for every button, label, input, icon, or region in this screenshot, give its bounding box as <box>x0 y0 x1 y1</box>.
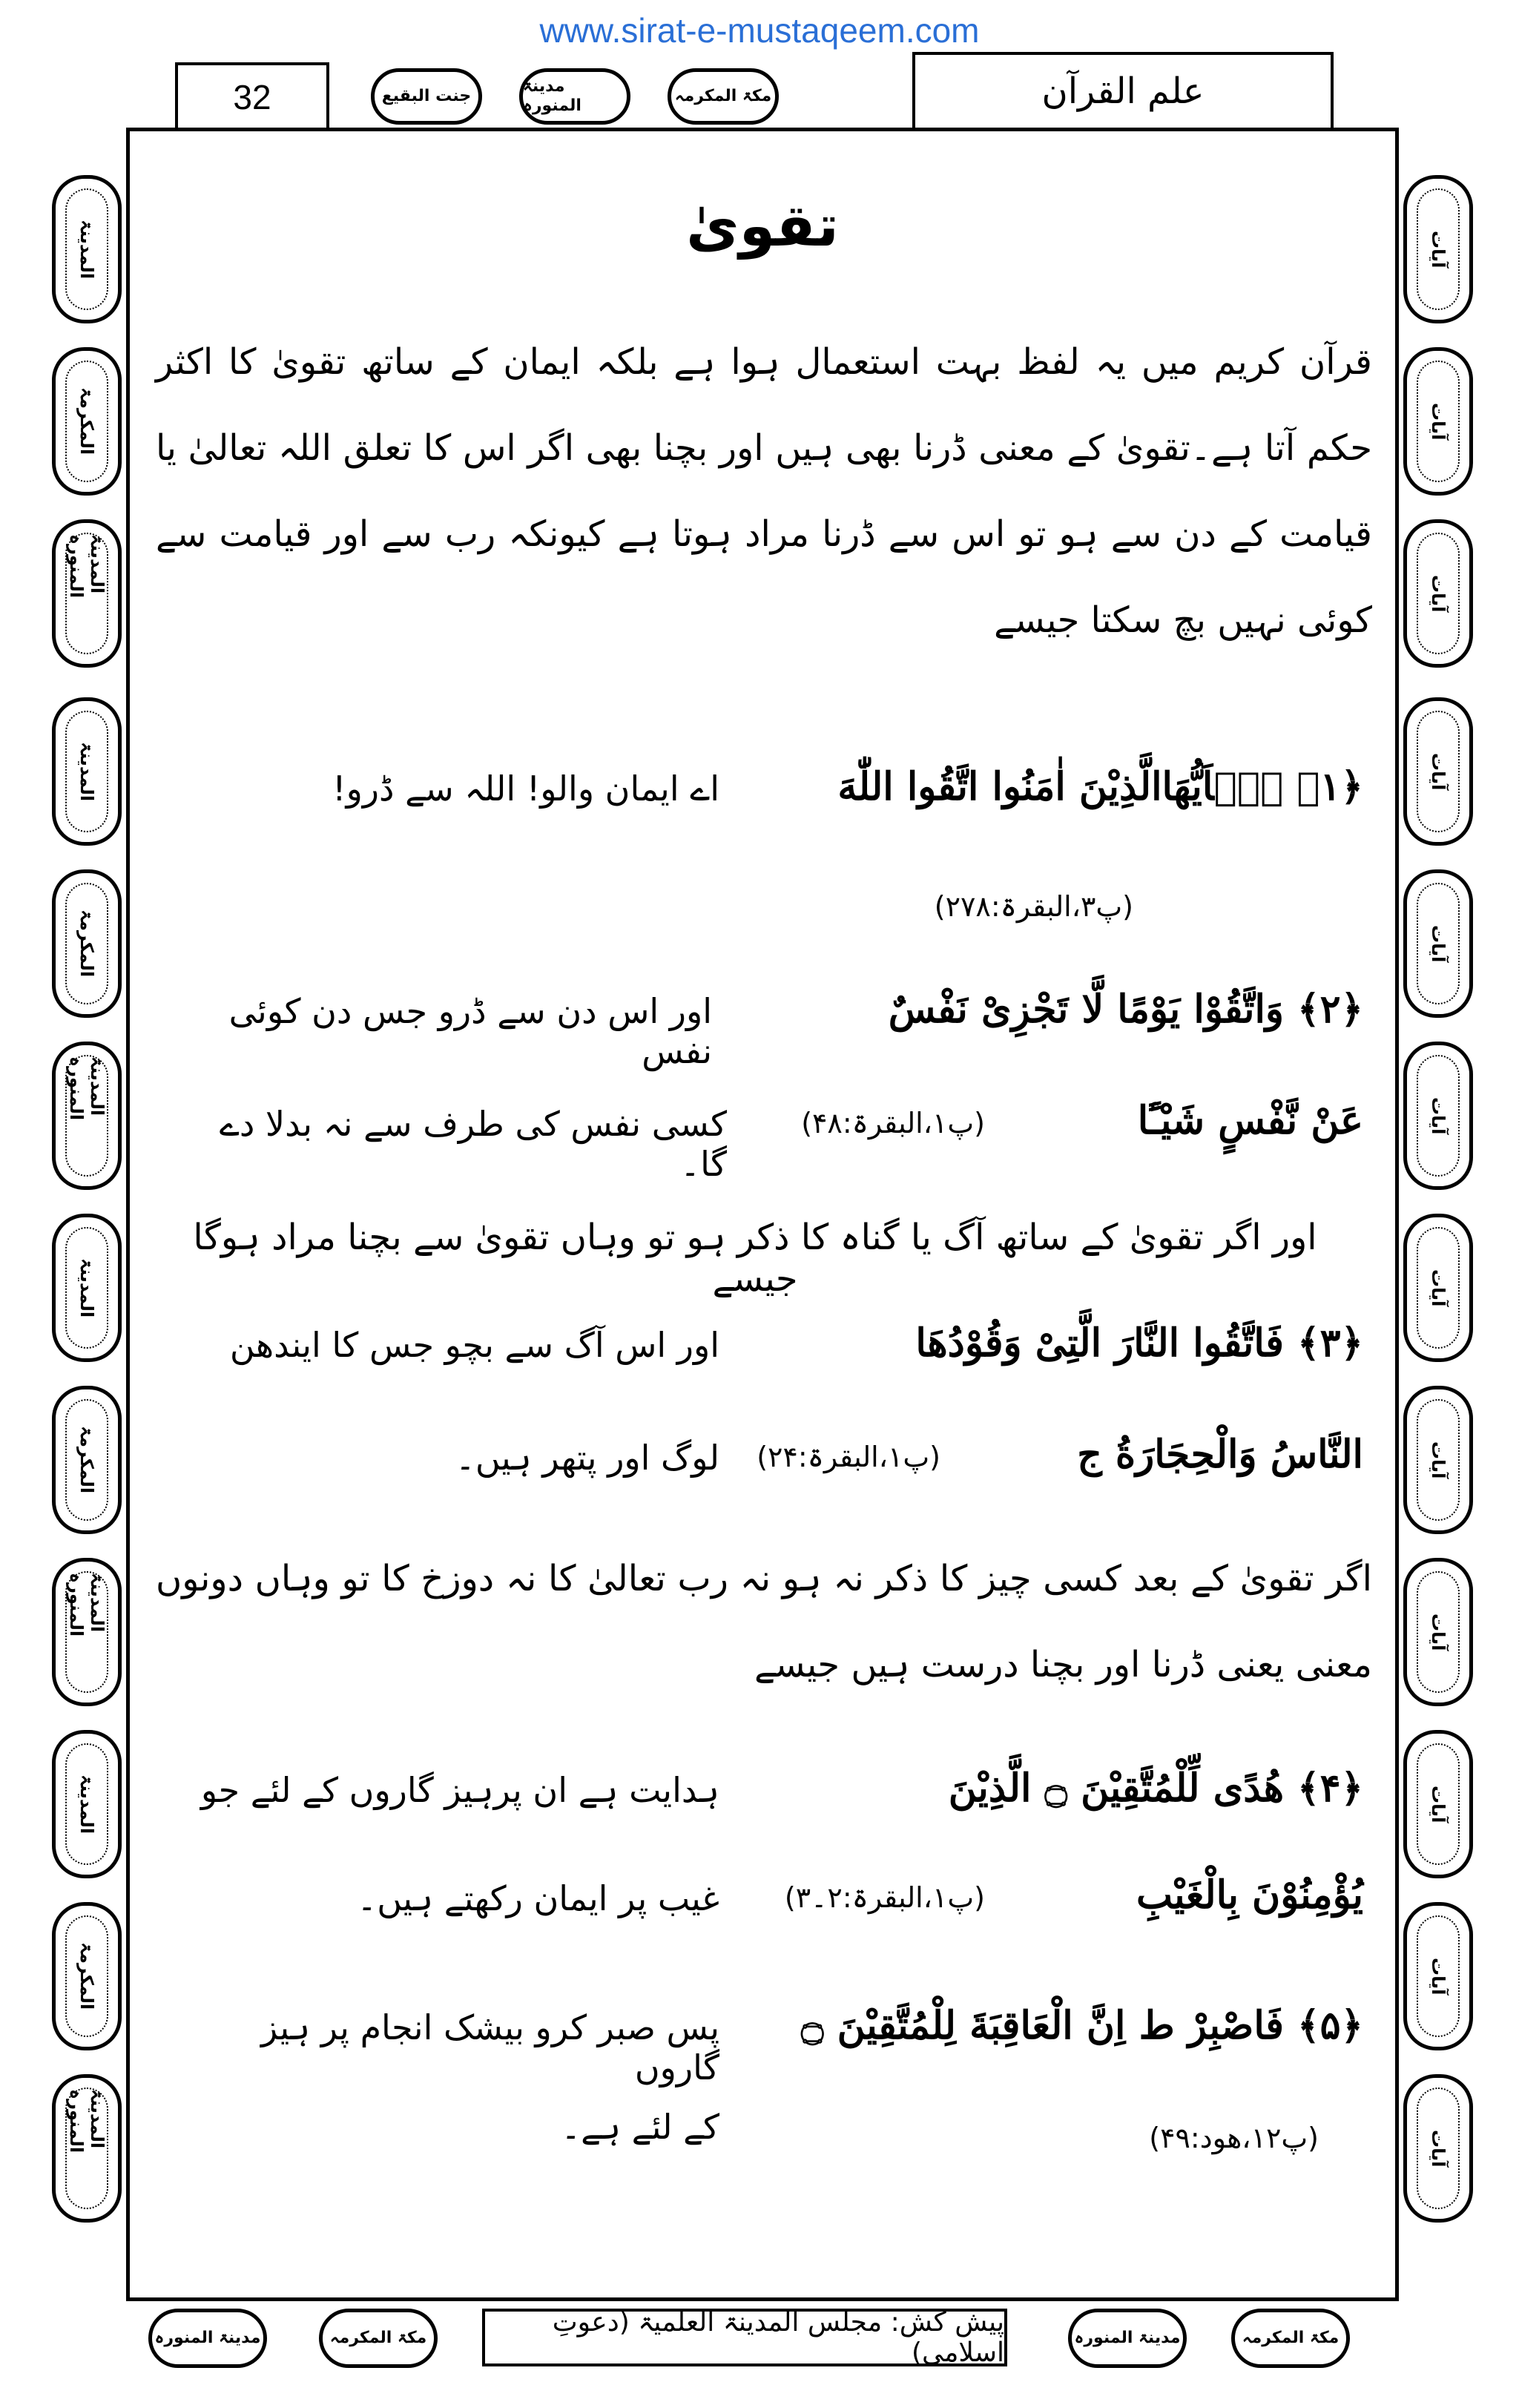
right-side-badge-label: آیات <box>1417 1915 1460 2037</box>
right-side-badge-label: آیات <box>1417 188 1460 310</box>
right-side-badge <box>1403 1730 1473 1878</box>
right-side-badge-label: آیات <box>1417 1571 1460 1693</box>
left-side-badge <box>52 869 122 1018</box>
verse-2-translation-line2: کسی نفس کی طرف سے نہ بدلا دے گا۔ <box>219 1104 727 1184</box>
verse-1-translation: اے ایمان والو! اللہ سے ڈرو! <box>332 769 719 809</box>
left-side-badge <box>52 2074 122 2223</box>
verse-5-arabic: ﴿۵﴾ فَاصْبِرْ ط اِنَّ الْعَاقِبَةَ لِلْمُتَّقِیْنَ ۝ <box>801 2003 1363 2048</box>
verse-4-arabic-line2: یُؤْمِنُوْنَ بِالْغَیْبِ <box>1136 1872 1363 1918</box>
right-side-badge <box>1403 1902 1473 2050</box>
verse-4-arabic-line1: ﴿۴﴾ هُدًی لِّلْمُتَّقِیْنَ ۝ الَّذِیْنَ <box>948 1766 1363 1811</box>
left-side-badge-label: المدینۃ <box>65 188 108 310</box>
right-side-badge-label: آیات <box>1417 711 1460 832</box>
left-side-badge <box>52 1214 122 1362</box>
verse-3-reference: (پ۱،البقرۃ:۲۴) <box>757 1441 940 1473</box>
header-badge-baqi: جنت البقیع <box>371 68 482 125</box>
book-title: علم القرآن <box>1041 70 1205 112</box>
verse-3-arabic-line1: ﴿۳﴾ فَاتَّقُوا النَّارَ الَّتِیْ وَقُوْدُهَا <box>915 1320 1363 1366</box>
left-side-badge-label: المکرمۃ <box>65 883 108 1004</box>
verse-4-translation-line2: غیب پر ایمان رکھتے ہیں۔ <box>357 1878 719 1918</box>
page-number: 32 <box>233 78 271 116</box>
left-side-badge <box>52 347 122 496</box>
footer-presenter: پیش کش: مجلس المدینۃ العلمیۃ (دعوتِ اسلامی) <box>552 2307 1004 2368</box>
left-side-badge <box>52 1386 122 1534</box>
right-side-badge <box>1403 697 1473 846</box>
right-side-badge <box>1403 347 1473 496</box>
right-side-badge-label: آیات <box>1417 1055 1460 1177</box>
footer-badge-makka-2: مکۃ المکرمہ <box>1231 2309 1350 2368</box>
header-badge-makka: مکۃ المکرمہ <box>668 68 779 125</box>
verse-1-arabic: ﴿۱﴾ یٰۤاَیُّهَاالَّذِیْنَ اٰمَنُوا اتَّقُوا اللّٰهَ <box>837 764 1363 809</box>
footer-presenter-bar <box>482 2309 1007 2366</box>
right-side-badge <box>1403 1558 1473 1706</box>
right-side-badge-label: آیات <box>1417 533 1460 654</box>
verse-4-reference: (پ۱،البقرۃ:۲۔۳) <box>784 1881 985 1914</box>
right-side-badge <box>1403 519 1473 668</box>
verse-2-translation-line1: اور اس دن سے ڈرو جس دن کوئی نفس <box>228 991 712 1071</box>
footer-badge-makka-1: مکۃ المکرمہ <box>319 2309 438 2368</box>
left-side-badge-label: المکرمۃ <box>65 1399 108 1521</box>
right-side-badge-label: آیات <box>1417 361 1460 482</box>
left-side-badge-label: المدینۃ <box>65 1227 108 1349</box>
left-side-badge <box>52 1730 122 1878</box>
site-url[interactable]: www.sirat-e-mustaqeem.com <box>539 11 980 50</box>
page-number-box <box>175 62 329 132</box>
left-side-badge-label: المدینۃ المنورہ <box>65 2088 108 2209</box>
right-side-badge-label: آیات <box>1417 883 1460 1004</box>
verse-2-arabic-line1: ﴿۲﴾ وَاتَّقُوْا یَوْمًا لَّا تَجْزِیْ نَفْسٌ <box>888 987 1363 1032</box>
header-badge-madina: مدینۃ المنورہ <box>519 68 630 125</box>
verse-1-reference: (پ۳،البقرۃ:۲۷۸) <box>934 890 1133 923</box>
verse-2-reference: (پ۱،البقرۃ:۴۸) <box>801 1107 985 1139</box>
right-side-badge <box>1403 869 1473 1018</box>
left-side-badge-label: المدینۃ المنورہ <box>65 1571 108 1693</box>
right-side-badge <box>1403 175 1473 323</box>
explanation-both: اگر تقویٰ کے بعد کسی چیز کا ذکر نہ ہو نہ رب تعالیٰ کا نہ دوزخ کا تو وہاں دونوں معنی یعنی ڈرنا اور بچنا درست ہیں جیسے <box>156 1558 1372 1685</box>
intro-paragraph: قرآن کریم میں یہ لفظ بہت استعمال ہوا ہے بلکہ ایمان کے ساتھ تقویٰ کا اکثر حکم آتا ہے۔تقویٰ کے معنی ڈرنا بھی ہیں اور بچنا بھی اگر اس کا تعلق اللہ تعالیٰ یا قیامت کے دن سے ہو تو اس سے ڈرنا مراد ہوتا ہے کیونکہ رب سے اور قیامت سے کوئی نہیں بچ سکتا جیسے <box>156 341 1372 641</box>
verse-5-translation-line1: پس صبر کرو بیشک انجام پر ہیز گاروں <box>260 2007 719 2088</box>
verse-2-arabic-line2: عَنْ نَّفْسٍ شَیْـًٔا <box>1137 1098 1363 1143</box>
left-side-badge <box>52 519 122 668</box>
right-side-badge-label: آیات <box>1417 1399 1460 1521</box>
left-side-badge <box>52 1558 122 1706</box>
left-side-badge-label: المدینۃ المنورہ <box>65 533 108 654</box>
right-side-badge-label: آیات <box>1417 1227 1460 1349</box>
explanation-fire: اور اگر تقویٰ کے ساتھ آگ یا گناہ کا ذکر ہو تو وہاں تقویٰ سے بچنا مراد ہوگا جیسے <box>193 1217 1317 1300</box>
left-side-badge-label: المدینۃ <box>65 711 108 832</box>
book-title-box <box>912 52 1334 131</box>
left-side-badge-label: المدینۃ <box>65 1743 108 1865</box>
verse-3-translation-line1: اور اس آگ سے بچو جس کا ایندھن <box>229 1325 719 1365</box>
right-side-badge <box>1403 1386 1473 1534</box>
right-side-badge-label: آیات <box>1417 1743 1460 1865</box>
right-side-badge <box>1403 1042 1473 1190</box>
right-side-badge <box>1403 1214 1473 1362</box>
left-side-badge <box>52 175 122 323</box>
right-side-badge-label: آیات <box>1417 2088 1460 2209</box>
left-side-badge-label: المدینۃ المنورہ <box>65 1055 108 1177</box>
verse-5-translation-line2: کے لئے ہے۔ <box>561 2107 719 2147</box>
left-side-badge <box>52 697 122 846</box>
footer-badge-madina-2: مدینۃ المنورہ <box>1068 2309 1187 2368</box>
verse-5-reference: (پ۱۲،ھود:۴۹) <box>1149 2122 1319 2154</box>
right-side-badge <box>1403 2074 1473 2223</box>
left-side-badge-label: المکرمۃ <box>65 361 108 482</box>
verse-3-translation-line2: لوگ اور پتھر ہیں۔ <box>455 1438 719 1478</box>
page-heading: تقویٰ <box>686 193 839 260</box>
left-side-badge <box>52 1902 122 2050</box>
footer-badge-madina-1: مدینۃ المنورہ <box>148 2309 267 2368</box>
left-side-badge-label: المکرمۃ <box>65 1915 108 2037</box>
left-side-badge <box>52 1042 122 1190</box>
verse-4-translation-line1: ہدایت ہے ان پرہیز گاروں کے لئے جو <box>200 1770 719 1810</box>
verse-3-arabic-line2: النَّاسُ وَالْحِجَارَةُ ج <box>1077 1432 1363 1477</box>
